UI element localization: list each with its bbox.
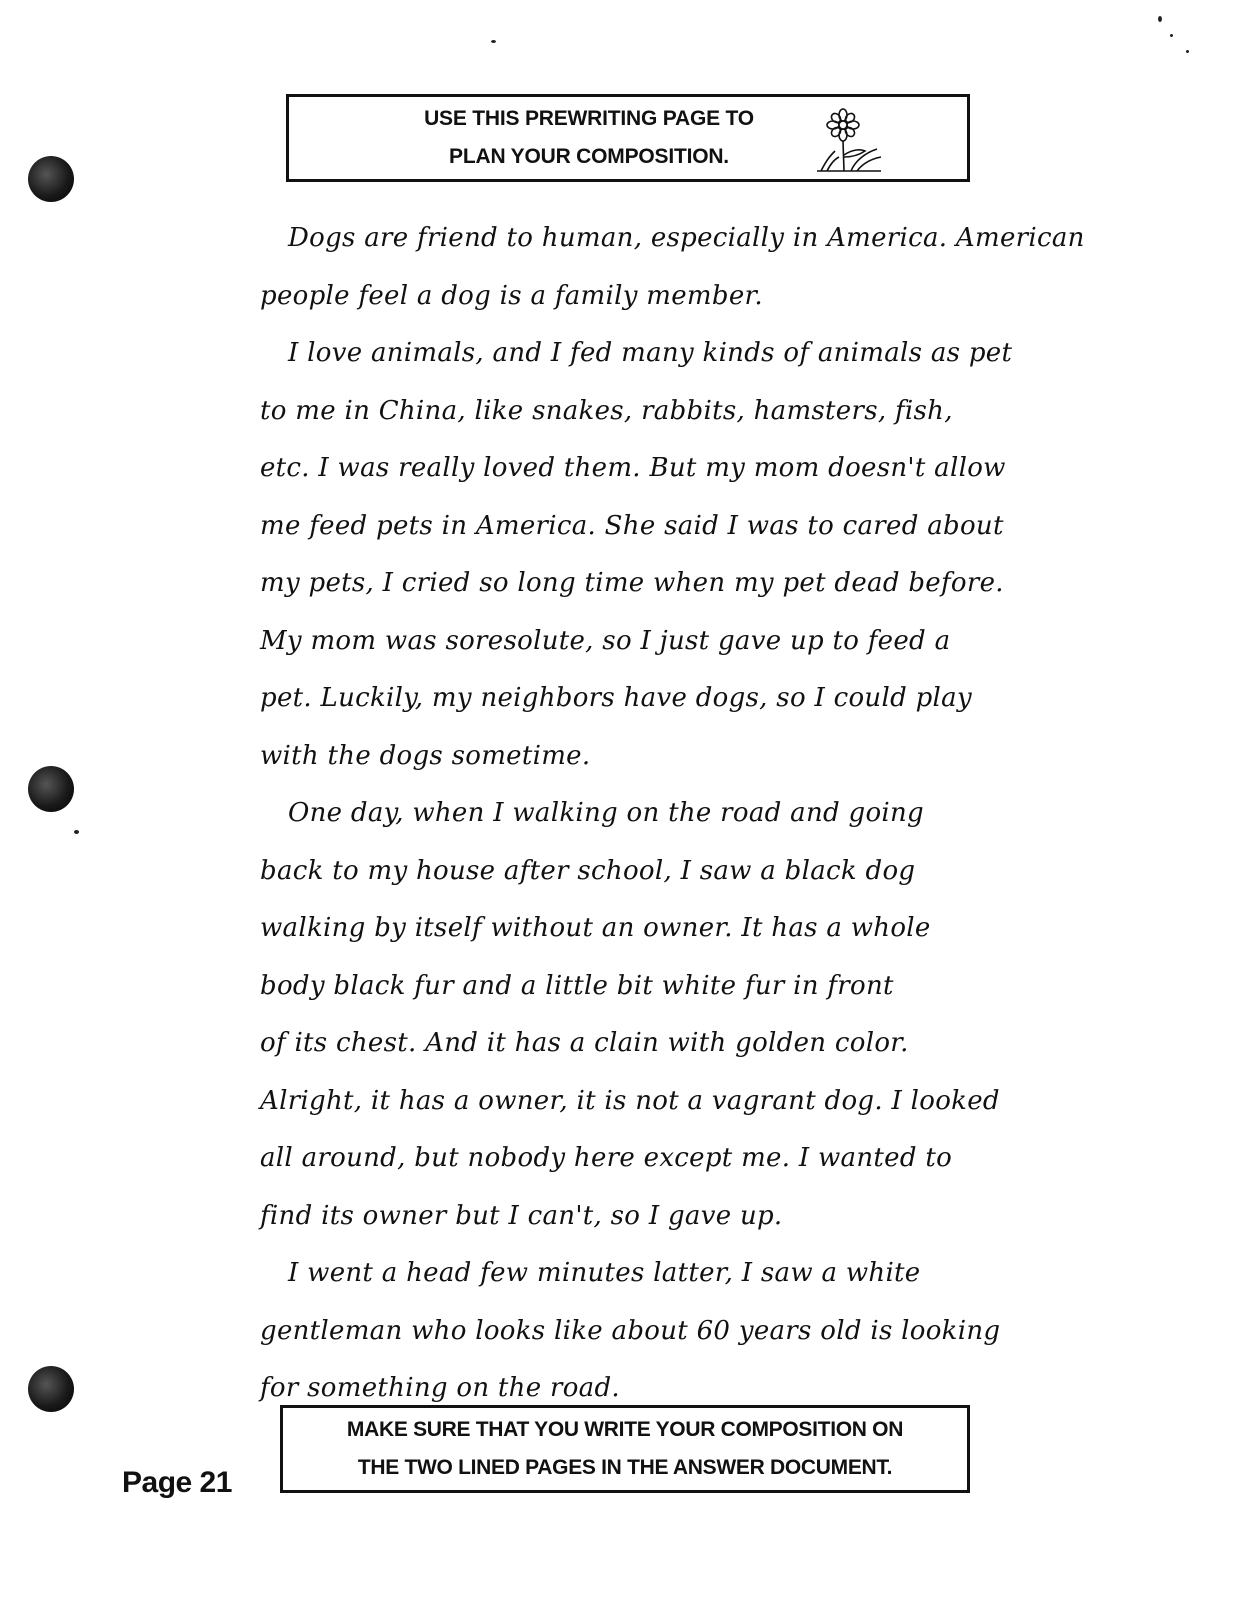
instruction-line-2: PLAN YOUR COMPOSITION. [449, 145, 729, 168]
composition-line: find its owner but I can't, so I gave up. [260, 1200, 783, 1231]
composition-line: of its chest. And it has a clain with golden color. [260, 1028, 909, 1058]
scan-speck [1158, 16, 1162, 22]
composition-line: My mom was soresolute, so I just gave up to feed a [260, 625, 951, 656]
binder-hole-bottom [28, 1366, 74, 1412]
composition-line: with the dogs sometime. [260, 740, 591, 771]
binder-hole-top [28, 156, 74, 202]
composition-line: to me in China, like snakes, rabbits, hamsters, fish, [260, 395, 953, 426]
composition-line: me feed pets in America. She said I was to cared about [260, 510, 1004, 541]
composition-line: all around, but nobody here except me. I wanted to [260, 1143, 953, 1173]
composition-line: people feel a dog is a family member. [260, 280, 763, 311]
composition-line: for something on the road. [260, 1373, 620, 1403]
composition-line: body black fur and a little bit white fur in front [260, 970, 894, 1001]
composition-line: etc. I was really loved them. But my mom doesn't allow [260, 453, 1006, 483]
answer-document-reminder-box [280, 1405, 970, 1493]
reminder-line-1: MAKE SURE THAT YOU WRITE YOUR COMPOSITION ON [346, 1418, 904, 1441]
handwritten-composition [260, 210, 1085, 1418]
scan-speck [491, 40, 496, 43]
scan-speck [1170, 34, 1173, 37]
reminder-line-2: THE TWO LINED PAGES IN THE ANSWER DOCUMENT. [357, 1456, 893, 1479]
composition-line: Alright, it has a owner, it is not a vagrant dog. I looked [260, 1085, 1000, 1116]
composition-line: pet. Luckily, my neighbors have dogs, so I could play [260, 683, 972, 713]
prewriting-instruction-box [286, 94, 970, 182]
composition-line: gentleman who looks like about 60 years old is looking [260, 1315, 1001, 1346]
page-number: Page 21 [122, 1466, 232, 1499]
prewriting-instruction-text [289, 97, 849, 179]
flower-icon [809, 105, 885, 177]
composition-line: Dogs are friend to human, especially in America. American [288, 223, 1085, 253]
composition-line: walking by itself without an owner. It has a whole [260, 913, 931, 943]
composition-line: I went a head few minutes latter, I saw a white [288, 1258, 921, 1288]
composition-line: One day, when I walking on the road and going [288, 798, 925, 828]
scan-speck [74, 830, 79, 834]
instruction-line-1: USE THIS PREWRITING PAGE TO [424, 107, 754, 130]
composition-line: back to my house after school, I saw a black dog [260, 855, 916, 886]
composition-line: my pets, I cried so long time when my pet dead before. [260, 568, 1004, 598]
scan-speck [1186, 50, 1189, 53]
composition-line: I love animals, and I fed many kinds of animals as pet [288, 338, 1013, 368]
binder-hole-middle [28, 766, 74, 812]
